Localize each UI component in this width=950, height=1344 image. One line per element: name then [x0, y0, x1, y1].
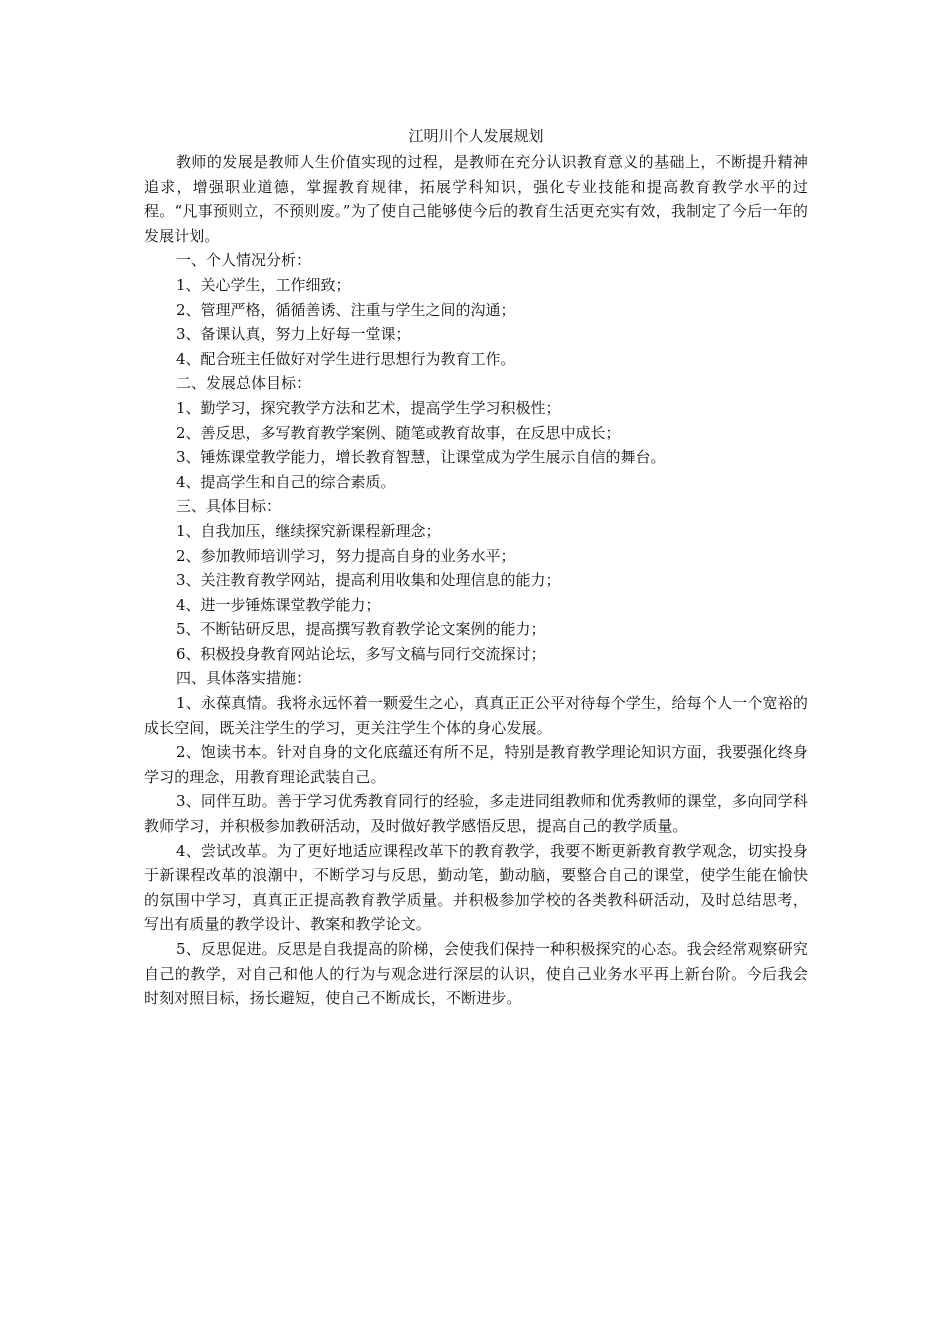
section-specific-goals [144, 494, 808, 666]
document-body [144, 124, 808, 1011]
list-item: 4、配合班主任做好对学生进行思想行为教育工作。 [176, 349, 516, 368]
list-item: 4、进一步锤炼课堂教学能力； [176, 595, 381, 614]
measure-paragraph: 2、饱读书本。针对自身的文化底蕴还有所不足，特别是教育教学理论知识方面，我要强化终身学习的理念，用教育理论武装自己。 [144, 743, 808, 786]
list-item: 4、提高学生和自己的综合素质。 [176, 472, 396, 491]
list-item: 3、锤炼课堂教学能力，增长教育智慧，让课堂成为学生展示自信的舞台。 [176, 448, 666, 467]
list-item: 1、自我加压，继续探究新课程新理念； [176, 521, 441, 540]
document-title: 江明川个人发展规划 [408, 127, 544, 145]
section-heading: 三、具体目标： [176, 497, 282, 516]
list-item: 6、积极投身教育网站论坛，多写文稿与同行交流探讨； [176, 644, 546, 663]
measure-paragraph: 4、尝试改革。为了更好地适应课程改革下的教育教学，我要不断更新教育教学观念，切实投身于新课程改革的浪潮中，不断学习与反思，勤动笔，勤动脑，要整合自己的课堂，使学生能在愉快的氛围中学习，真真正正提高教育教学质量。并积极参加学校的各类教科研活动，及时总结思考，写出有质量的教学设计、教案和教学论文。 [144, 841, 808, 934]
section-heading: 四、具体落实措施： [176, 669, 312, 688]
section-heading: 一、个人情况分析： [176, 251, 312, 270]
intro-paragraph: 教师的发展是教师人生价值实现的过程，是教师在充分认识教育意义的基础上，不断提升精神追求，增强职业道德，掌握教育规律，拓展学科知识，强化专业技能和提高教育教学水平的过程。“凡事预则立，不预则废。”为了使自己能够使今后的教育生活更充实有效，我制定了今后一年的发展计划。 [144, 153, 808, 245]
list-item: 5、不断钻研反思，提高撰写教育教学论文案例的能力； [176, 620, 546, 639]
section-measures [144, 666, 808, 1010]
measure-paragraph: 3、同伴互助。善于学习优秀教育同行的经验，多走进同组教师和优秀教师的课堂，多向同学科教师学习，并积极参加教研活动，及时做好教学感悟反思，提高自己的教学质量。 [144, 792, 808, 836]
list-item: 2、善反思，多写教育教学案例、随笔或教育故事，在反思中成长； [176, 423, 621, 442]
list-item: 1、勤学习，探究教学方法和艺术，提高学生学习积极性； [176, 398, 561, 417]
list-item: 2、管理严格，循循善诱、注重与学生之间的沟通； [176, 300, 516, 319]
measure-paragraph: 1、永葆真情。我将永远怀着一颗爱生之心，真真正正公平对待每个学生，给每个人一个宽裕的成长空间，既关注学生的学习，更关注学生个体的身心发展。 [144, 694, 808, 737]
list-item: 1、关心学生，工作细致； [176, 275, 351, 294]
measure-paragraph: 5、反思促进。反思是自我提高的阶梯，会使我们保持一种积极探究的心态。我会经常观察研究自己的教学，对自己和他人的行为与观念进行深层的认识，使自己业务水平再上新台阶。今后我会时刻对照目标，扬长避短，使自己不断成长，不断进步。 [144, 940, 808, 1008]
section-heading: 二、发展总体目标： [176, 374, 312, 393]
section-overall-goals [144, 371, 808, 494]
section-personal-analysis [144, 248, 808, 371]
list-item: 3、备课认真，努力上好每一堂课； [176, 325, 411, 344]
list-item: 3、关注教育教学网站，提高利用收集和处理信息的能力； [176, 571, 561, 590]
list-item: 2、参加教师培训学习，努力提高自身的业务水平； [176, 546, 516, 565]
